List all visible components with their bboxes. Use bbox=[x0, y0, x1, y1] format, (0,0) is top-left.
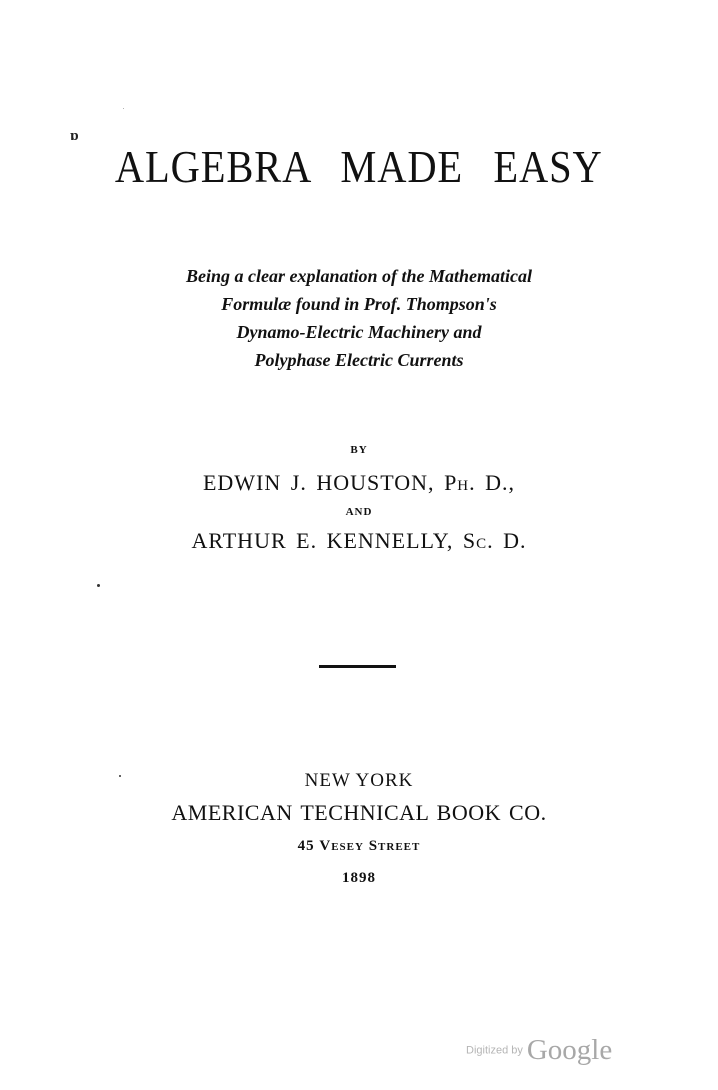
book-title bbox=[43, 140, 675, 193]
divider-rule bbox=[319, 665, 396, 668]
street-name: Vesey Street bbox=[319, 838, 421, 854]
street-number: 45 bbox=[297, 838, 315, 854]
by-label: BY bbox=[350, 444, 368, 456]
publisher-address bbox=[0, 838, 718, 855]
google-logo: Google bbox=[526, 1034, 613, 1066]
author-houston bbox=[0, 470, 718, 496]
subtitle-line: Formulæ found in Prof. Thompson's bbox=[221, 294, 497, 314]
speck-mark bbox=[123, 108, 124, 109]
speck-mark bbox=[119, 775, 121, 777]
author-kennelly bbox=[0, 528, 718, 554]
google-watermark bbox=[466, 1034, 626, 1066]
book-subtitle bbox=[0, 262, 718, 374]
author-name: ARTHUR E. KENNELLY, bbox=[191, 528, 454, 553]
and-label: AND bbox=[345, 506, 373, 518]
publisher-name: AMERICAN TECHNICAL BOOK CO. bbox=[171, 800, 547, 825]
publication-year: 1898 bbox=[342, 870, 376, 886]
author-degree: Ph. D., bbox=[444, 470, 516, 495]
subtitle-line: Being a clear explanation of the Mathematical bbox=[186, 266, 532, 286]
subtitle-line: Dynamo-Electric Machinery and bbox=[236, 322, 482, 342]
author-degree: Sc. D. bbox=[462, 528, 527, 553]
subtitle-line: Polyphase Electric Currents bbox=[254, 350, 464, 370]
watermark-prefix: Digitized by bbox=[466, 1044, 523, 1057]
publisher-city: NEW YORK bbox=[304, 770, 414, 791]
margin-mark: ɒ bbox=[70, 128, 79, 144]
author-name: EDWIN J. HOUSTON, bbox=[202, 470, 435, 495]
book-title-text: ALGEBRA MADE EASY bbox=[114, 141, 603, 192]
speck-mark bbox=[97, 584, 100, 587]
